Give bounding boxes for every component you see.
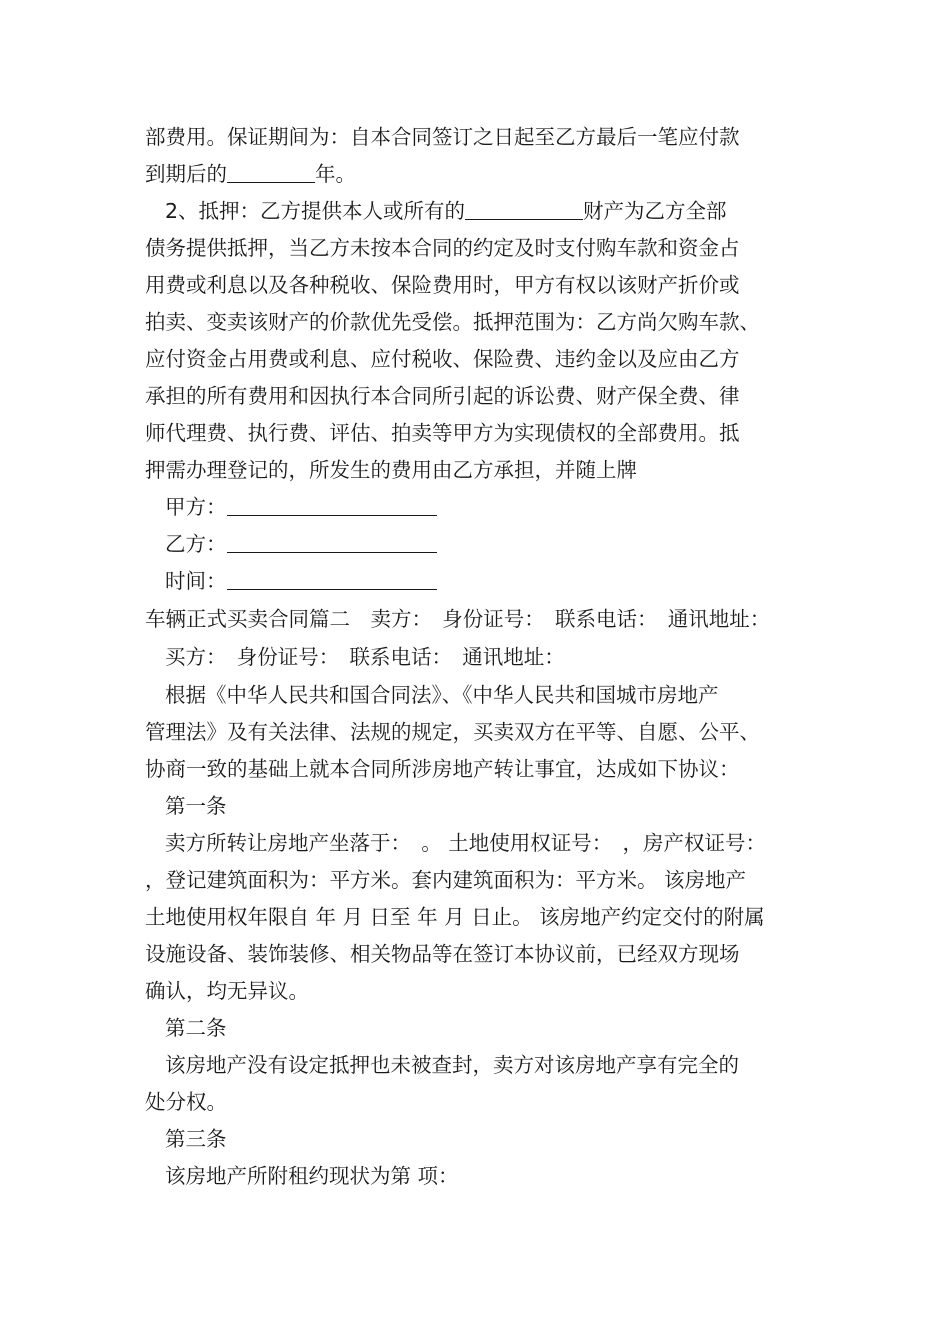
signature-label: 甲方： bbox=[165, 495, 227, 519]
text-line: 管理法》及有关法律、法规的规定，买卖双方在平等、自愿、公平、 bbox=[145, 720, 760, 744]
fill-blank bbox=[227, 532, 437, 553]
text-fragment: 财产为乙方全部 bbox=[583, 199, 727, 223]
text-line: 该房地产没有设定抵押也未被查封，卖方对该房地产享有完全的 bbox=[165, 1053, 739, 1077]
text-line bbox=[165, 197, 845, 225]
article-title: 第三条 bbox=[165, 1127, 227, 1151]
text-line: 押需办理登记的，所发生的费用由乙方承担，并随上牌 bbox=[145, 458, 637, 482]
text-line: ，登记建筑面积为：平方米。套内建筑面积为：平方米。 该房地产 bbox=[145, 868, 747, 892]
text-line: 应付资金占用费或利息、应付税收、保险费、违约金以及应由乙方 bbox=[145, 347, 740, 371]
fill-blank bbox=[227, 162, 315, 183]
signature-line-party-a bbox=[165, 493, 845, 521]
fill-blank bbox=[465, 199, 583, 220]
text-line: 卖方所转让房地产坐落于： 。 土地使用权证号： ，房产权证号： bbox=[165, 831, 767, 855]
text-line: 部费用。保证期间为：自本合同签订之日起至乙方最后一笔应付款 bbox=[145, 125, 740, 149]
signature-label: 时间： bbox=[165, 569, 227, 593]
text-line: 土地使用权年限自 年 月 日至 年 月 日止。 该房地产约定交付的附属 bbox=[145, 905, 765, 929]
text-line: 该房地产所附租约现状为第 项： bbox=[165, 1164, 459, 1188]
text-line: 用费或利息以及各种税收、保险费用时，甲方有权以该财产折价或 bbox=[145, 273, 740, 297]
signature-line-time bbox=[165, 567, 845, 595]
article-title: 第二条 bbox=[165, 1016, 227, 1040]
section-heading-line: 车辆正式买卖合同篇二 卖方： 身份证号： 联系电话： 通讯地址： bbox=[145, 607, 771, 631]
text-line: 确认，均无异议。 bbox=[145, 979, 309, 1003]
text-line: 根据《中华人民共和国合同法》、《中华人民共和国城市房地产 bbox=[165, 683, 719, 707]
signature-label: 乙方： bbox=[165, 532, 227, 556]
fill-blank bbox=[227, 495, 437, 516]
text-line bbox=[145, 160, 825, 188]
text-line: 拍卖、变卖该财产的价款优先受偿。抵押范围为：乙方尚欠购车款、 bbox=[145, 310, 760, 334]
text-line: 处分权。 bbox=[145, 1090, 227, 1114]
text-line: 债务提供抵押，当乙方未按本合同的约定及时支付购车款和资金占 bbox=[145, 236, 740, 260]
signature-line-party-b bbox=[165, 530, 845, 558]
text-line: 买方： 身份证号： 联系电话： 通讯地址： bbox=[165, 645, 565, 669]
text-line: 承担的所有费用和因执行本合同所引起的诉讼费、财产保全费、律 bbox=[145, 384, 740, 408]
text-fragment: 年。 bbox=[315, 162, 356, 186]
text-fragment: 到期后的 bbox=[145, 162, 227, 186]
text-line: 协商一致的基础上就本合同所涉房地产转让事宜，达成如下协议： bbox=[145, 757, 740, 781]
text-fragment: 2、抵押：乙方提供本人或所有的 bbox=[165, 199, 466, 223]
article-title: 第一条 bbox=[165, 794, 227, 818]
text-line: 设施设备、装饰装修、相关物品等在签订本协议前，已经双方现场 bbox=[145, 942, 740, 966]
text-line: 师代理费、执行费、评估、拍卖等甲方为实现债权的全部费用。抵 bbox=[145, 421, 740, 445]
fill-blank bbox=[227, 569, 437, 590]
